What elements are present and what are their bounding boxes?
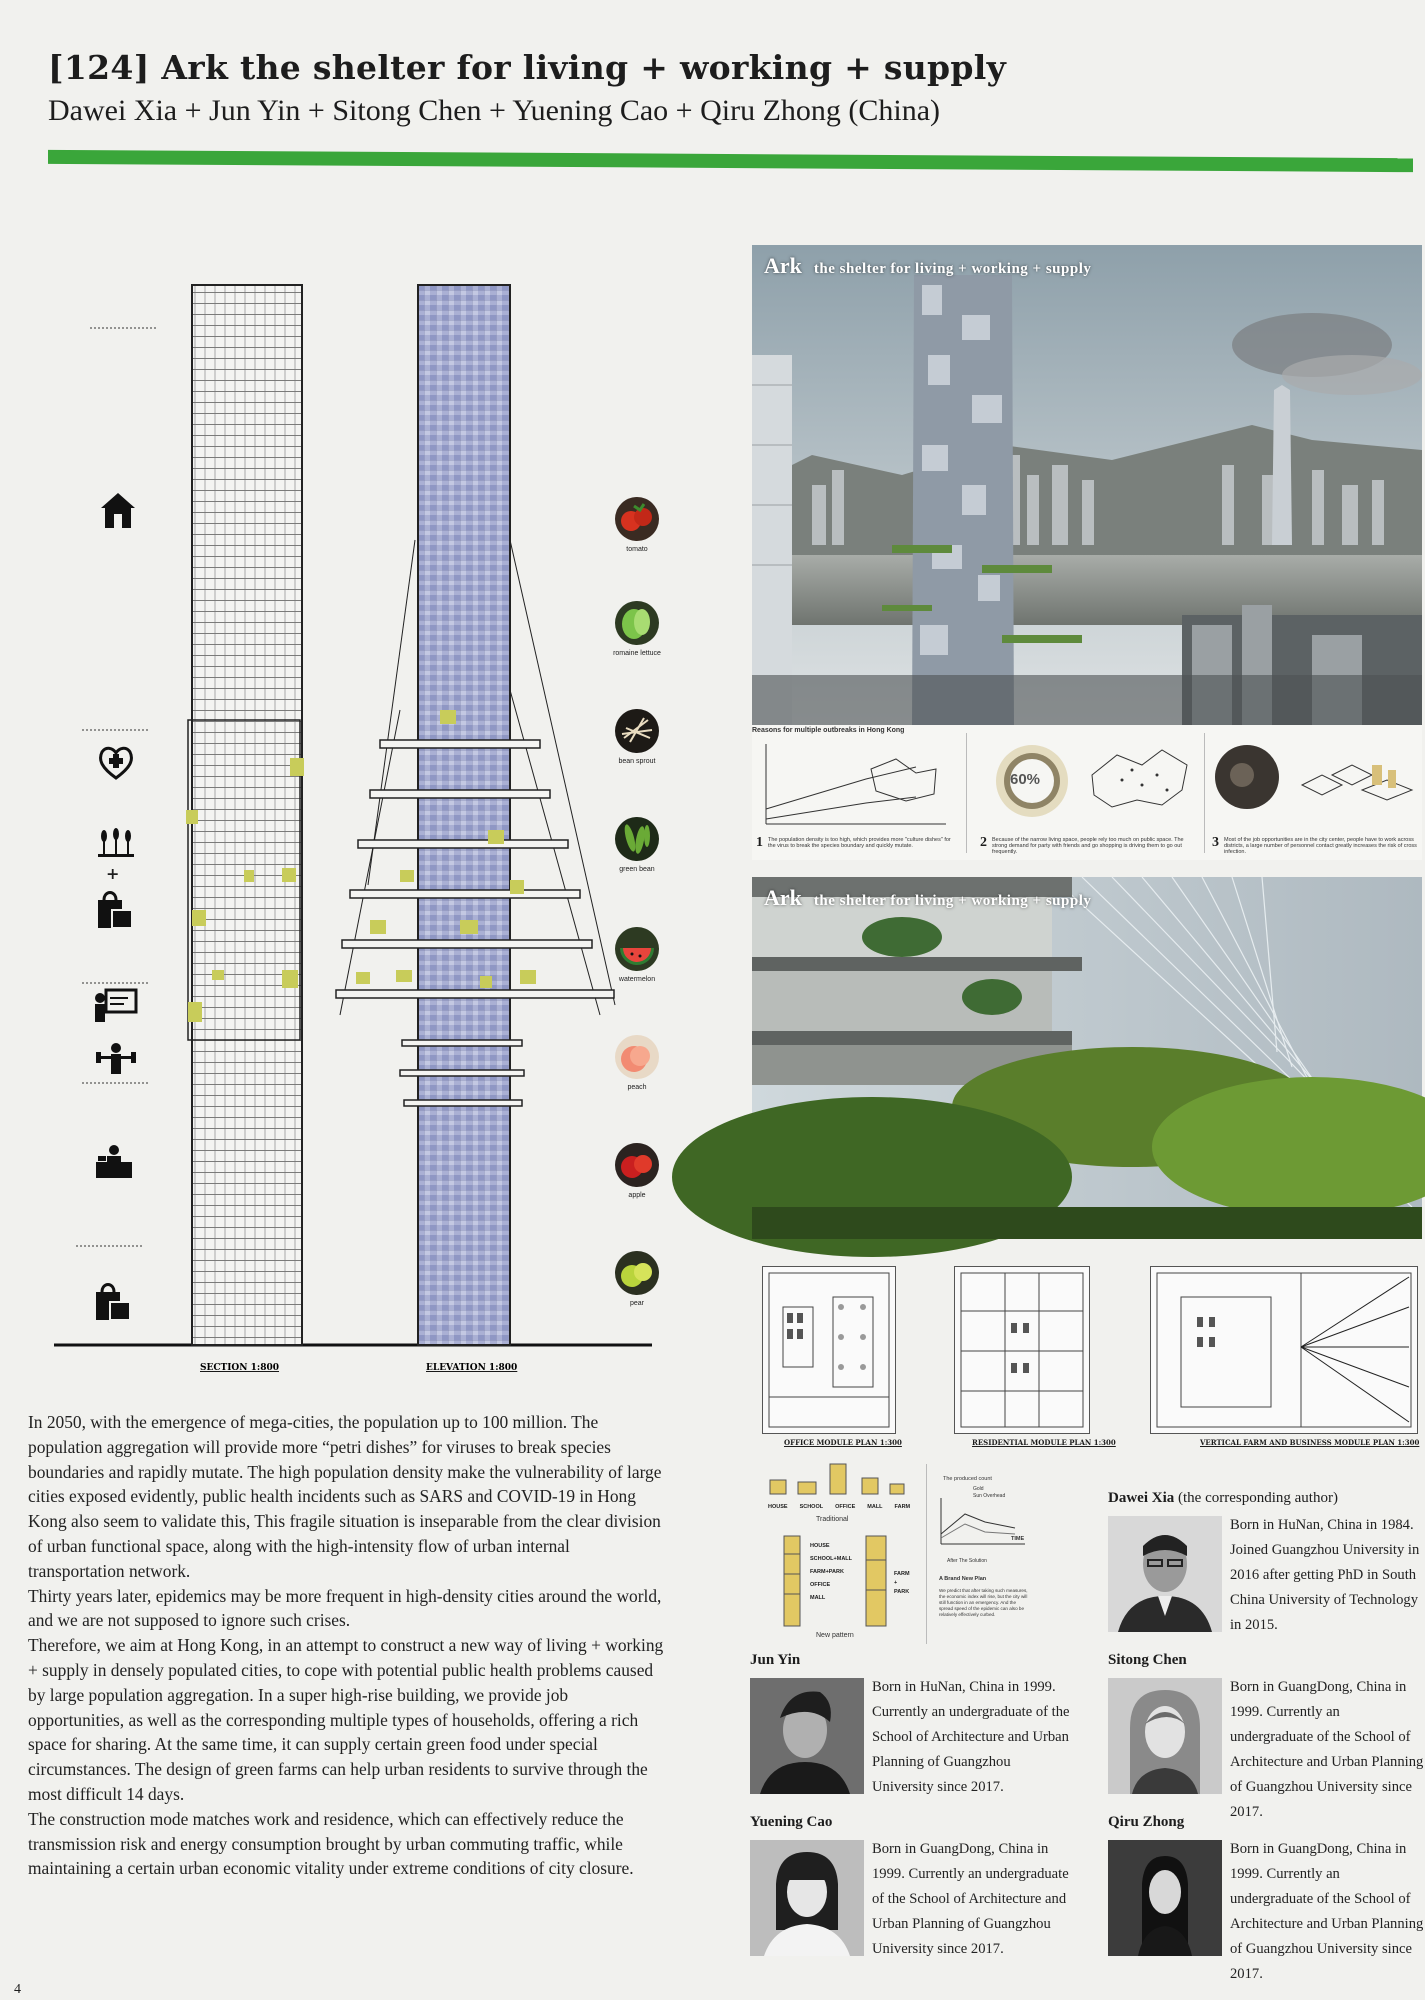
new-pattern-caption: New pattern [816,1632,854,1639]
pear-icon [614,1250,667,1307]
lettuce-icon [614,600,667,657]
residential-plan-drawing [955,1267,1089,1433]
residential-plan-label: RESIDENTIAL MODULE PLAN 1:300 [972,1438,1116,1447]
qiru-portrait [1108,1840,1222,1956]
commute-diagram [1212,735,1422,830]
dawei-portrait [1108,1516,1222,1632]
bean-sprout-label: bean sprout [618,758,656,765]
traditional-blocks [760,1460,910,1520]
tomato-icon [614,496,667,553]
traditional-caption: Traditional [816,1516,849,1523]
tower-drawing-svg [40,270,680,1380]
presentation-icon [92,988,138,1028]
watermelon-label: watermelon [618,976,656,983]
stack-office: OFFICE [810,1582,831,1588]
tomato-label: tomato [626,546,648,553]
brand-new-plan-heading: A Brand New Plan [939,1576,987,1582]
bio-dawei-name [1108,1490,1338,1507]
reason-2-text: Because of the narrow living space, people rely too much on public space. The strong demand for party with friends and go shopping is driving them to go out frequently. [992,837,1184,855]
label-farm: FARM [894,1504,911,1510]
bio-jun-name: Jun Yin [750,1652,801,1668]
render-bottom-brand: Ark [764,885,802,910]
render-top-subtitle: the shelter for living + working + supply [813,261,1092,277]
elevation-label: ELEVATION 1:800 [426,1363,518,1373]
economic-graph-panel [926,1464,1038,1644]
vertical-farm-plan-label: VERTICAL FARM AND BUSINESS MODULE PLAN 1:300 [1200,1438,1420,1447]
house-icon [98,490,138,534]
watermelon-icon [614,926,667,983]
render-top-brand: Ark [764,253,802,278]
bio-yuening-name: Yuening Cao [750,1814,833,1830]
strip-divider [1204,733,1205,853]
render-terrace-view [752,877,1422,1239]
avatar [750,1840,864,1956]
label-mall: MALL [867,1504,883,1510]
body-paragraph-4: The construction mode matches work and residence, which can effectively reduce the transmission risk and energy consumption brought by urban commuting traffic, while maintaining a certain urban economic vitality under extreme conditions of city closure. [28,1808,634,1879]
sitong-portrait [1108,1678,1222,1794]
render-top-title [764,253,1091,279]
office-module-plan [762,1266,896,1434]
reason-1-text: The population density is too high, which provides more "culture dishes" for the virus to break the species boundary and quickly mutate. [768,837,951,849]
stack-labels [810,1540,852,1605]
reason-1-number: 1 [756,835,763,850]
bio-sitong-name: Sitong Chen [1108,1652,1187,1668]
green-bean-icon [614,816,667,873]
city-render-image [752,245,1422,725]
article-body [28,1410,668,1881]
section-label: SECTION 1:800 [200,1363,280,1373]
section-elevation-drawing [40,270,680,1380]
outbreak-reasons-strip [752,725,1422,860]
economic-graph [935,1494,1035,1554]
jun-portrait [750,1678,864,1794]
page-title: [124] Ark the shelter for living + working + supply [48,48,1007,87]
plus-sign: + [106,864,120,883]
body-paragraph-2: Thirty years later, epidemics may be more frequent in high-density cities around the world, and we are not supposed to ignore such crises. [28,1585,662,1631]
bio-dawei-name-text: Dawei Xia [1108,1490,1175,1506]
after-solution-caption: After The Solution [947,1558,987,1564]
bio-dawei-note: (the corresponding author) [1178,1490,1338,1506]
right-park: PARK [894,1589,910,1595]
label-office: OFFICE [835,1504,856,1510]
office-plan-label: OFFICE MODULE PLAN 1:300 [784,1438,902,1447]
percent-value: 60% [1010,771,1041,788]
stack-school-mall: SCHOOL+MALL [810,1556,853,1562]
office-plan-drawing [763,1267,895,1433]
stack-farm-park: FARM+PARK [810,1569,844,1575]
strip-divider [966,733,967,853]
render-bottom-title [764,885,1091,911]
graph-title: The produced count [943,1476,992,1482]
yuening-portrait [750,1840,864,1956]
body-paragraph-1: In 2050, with the emergence of mega-cities, the population up to 100 million. The population aggregation will provide more “petri dishes” for viruses to break species boundaries and rapidly mutate. The high population density make the vulnerability of large cities exposed evidently, public health incidents such as SARS and COVID-19 in Hong Kong also seem to validate this, This fragile situation is inseparable from the clear division of urban functional space, along with the high-intensity flow of urban internal transportation network. [28,1412,662,1581]
traditional-labels [768,1504,910,1510]
bio-qiru-name: Qiru Zhong [1108,1814,1185,1830]
hong-kong-map [1082,735,1202,830]
vertical-farm-plan [1150,1266,1418,1434]
reason-2-number: 2 [980,835,987,850]
body-paragraph-3: Therefore, we aim at Hong Kong, in an attempt to construct a new way of living + working + supply in densely populated cities, to cope with potential public health problems caused by large population aggregation. In a super high-rise building, we provide job opportunities, as well as the corresponding multiple types of households, offering a rich space for sharing. At the same time, it can supply certain green food under special circumstances. The design of green farms can help urban residents to survive through the most difficult 14 days. [28,1635,664,1804]
avatar [750,1678,864,1794]
farm-park-labels [894,1570,910,1597]
legend-sun: Sun Overhead [973,1493,1006,1499]
bio-jun-text: Born in HuNan, China in 1999. Currently an undergraduate of the School of Architecture and Urban Planning of Guangzhou University since 2017. [872,1679,1070,1795]
green-bean-label: green bean [619,866,655,873]
avatar [1108,1678,1222,1794]
right-plus: + [894,1580,898,1586]
render-bottom-subtitle: the shelter for living + working + supply [813,893,1092,909]
shopping-bag-icon [96,888,134,934]
label-school: SCHOOL [799,1504,824,1510]
right-farm: FARM [894,1571,910,1577]
pear-label: pear [629,1300,644,1307]
brand-new-plan-text: We predict that after taking such measures, the economic index will rise, but the city will still function in an emergency. And the spread speed of the epidemic can also be relatively effectively curbed. [939,1588,1028,1617]
peach-label: peach [627,1084,647,1091]
bio-dawei-text: Born in HuNan, China in 1984. Joined Guangzhou University in 2016 after getting PhD in South China University of Technology in 2015. [1230,1517,1420,1633]
peach-icon [614,1034,667,1091]
wheat-icon [96,826,136,864]
reason-3-number: 3 [1212,835,1219,850]
stack-mall: MALL [810,1595,826,1601]
bio-sitong-text: Born in GuangDong, China in 1999. Currently an undergraduate of the School of Architecture and Urban Planning of Guangzhou University since 2017. [1230,1679,1424,1820]
legend-gold: Gold [973,1486,984,1492]
reasons-heading: Reasons for multiple outbreaks in Hong Kong [752,727,905,734]
apple-icon [614,1142,667,1199]
avatar [1108,1840,1222,1956]
lettuce-label: romaine lettuce [613,650,661,657]
render-city-view [752,245,1422,725]
terrace-render-image [752,877,1422,1239]
stack-house: HOUSE [810,1543,830,1549]
time-axis-label: TIME [1011,1536,1025,1542]
reason-3-text: Most of the job opportunities are in the city center, people have to work across districts, a large number of personnel contact greatly increases the risk of cross infection. [1224,837,1417,855]
bio-qiru-text: Born in GuangDong, China in 1999. Currently an undergraduate of the School of Architecture and Urban Planning of Guangzhou University since 2017. [1230,1841,1424,1982]
health-heart-icon [94,740,138,788]
fitness-icon [94,1042,138,1080]
vertical-farm-plan-drawing [1151,1267,1417,1433]
label-house: HOUSE [768,1504,788,1510]
apple-label: apple [628,1192,646,1199]
population-chart [756,739,956,834]
residential-module-plan [954,1266,1090,1434]
page-number: 4 [14,1982,21,1997]
bean-sprout-icon [614,708,667,765]
bio-yuening-text: Born in GuangDong, China in 1999. Currently an undergraduate of the School of Architecture and Urban Planning of Guangzhou University since 2017. [872,1841,1069,1957]
office-desk-icon [94,1144,134,1184]
shopping-bag-icon [94,1280,132,1326]
avatar [1108,1516,1222,1632]
author-line: Dawei Xia + Jun Yin + Sitong Chen + Yuening Cao + Qiru Zhong (China) [48,94,941,127]
header-divider [48,150,1413,172]
